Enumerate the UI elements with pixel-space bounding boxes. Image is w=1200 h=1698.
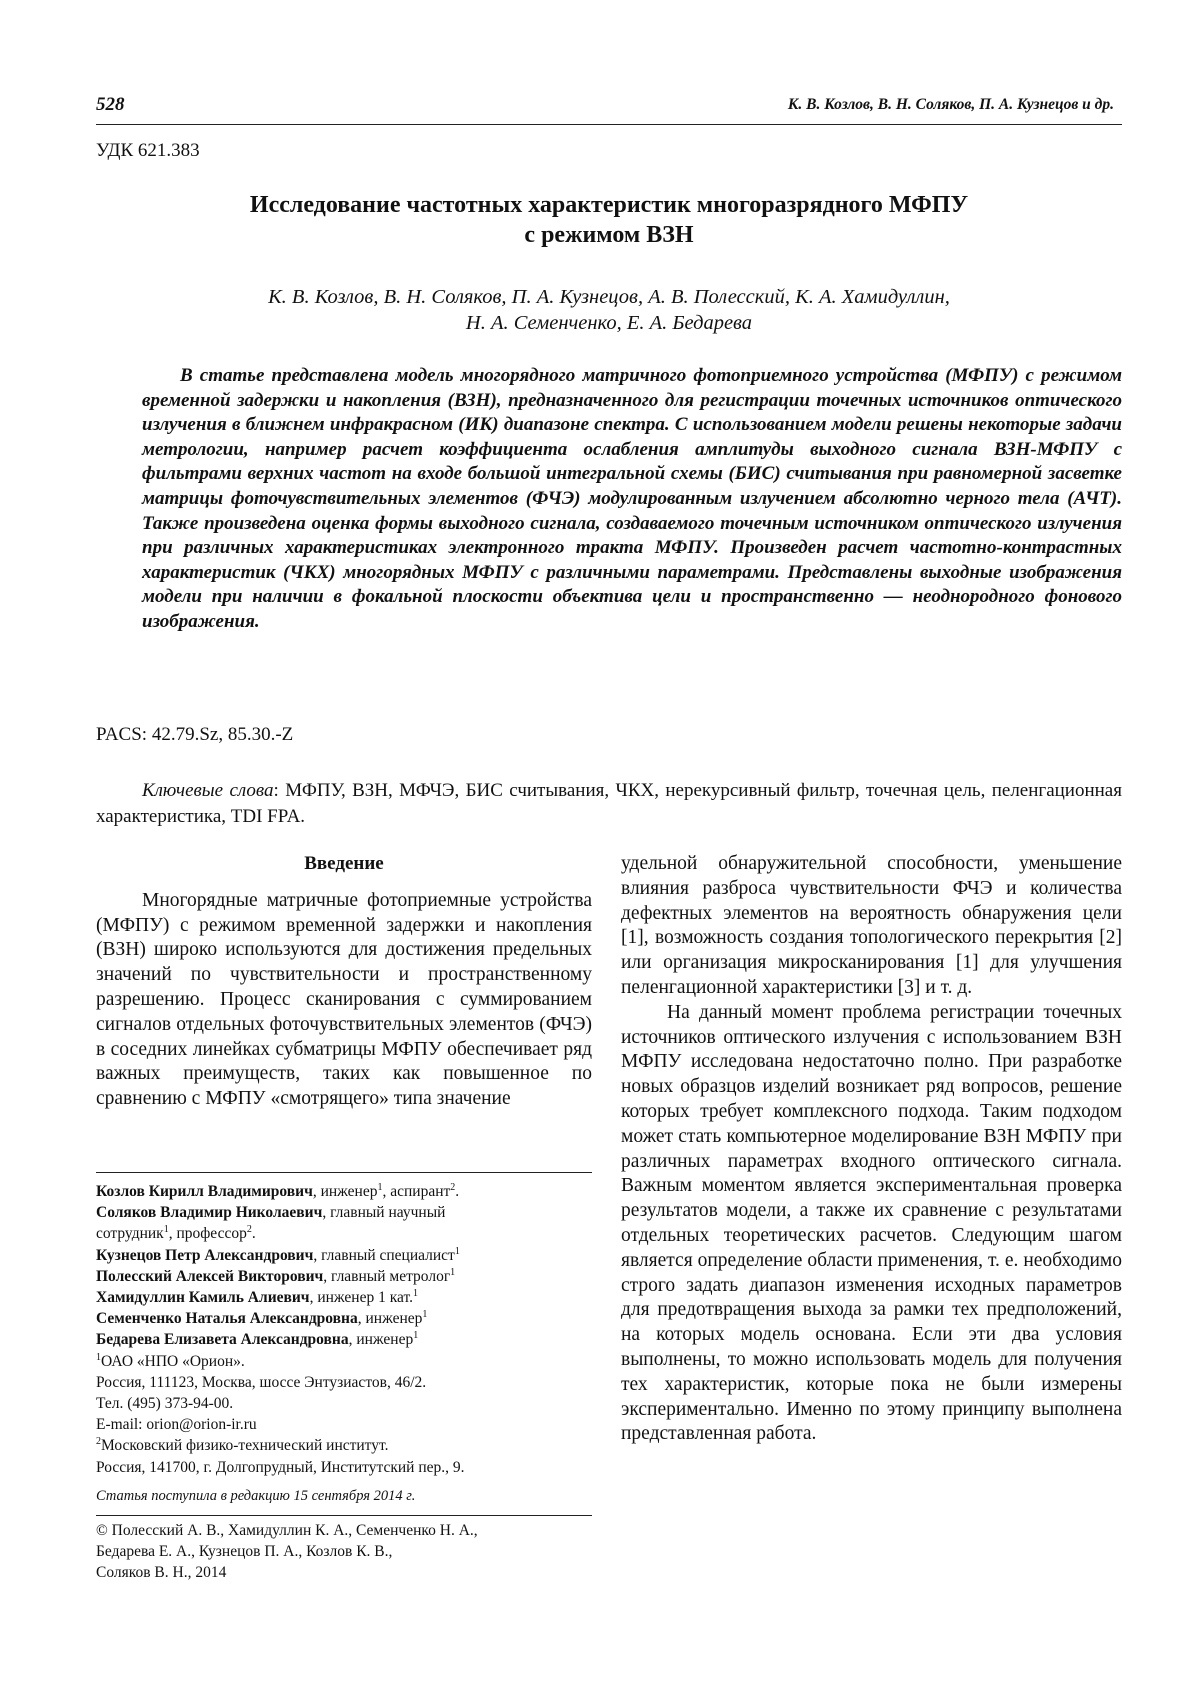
copyright-line-2: Бедарева Е. А., Кузнецов П. А., Козлов К. В., <box>96 1543 393 1561</box>
footnote-email: E-mail: orion@orion-ir.ru <box>96 1416 257 1434</box>
footnote-author-1: Козлов Кирилл Владимирович, инженер$^1$, аспирант$^2$. <box>96 1181 460 1200</box>
title-line-2: с режимом ВЗН <box>524 222 694 248</box>
left-column <box>96 852 592 1112</box>
footnote-author-4: Полесский Алексей Викторович, главный метролог$^1$ <box>96 1266 456 1285</box>
page-header <box>96 94 1122 125</box>
footnote-author-3: Кузнецов Петр Александрович, главный специалист$^1$ <box>96 1245 460 1264</box>
abstract: В статье представлена модель многорядного матричного фотоприемного устройства (МФПУ) с режимом временной задержки и накопления (ВЗН), предназначенного для регистрации точечных источников оптического излучения в ближнем инфракрасном (ИК) диапазоне спектра. С использованием модели решены некоторые задачи метрологии, например расчет коэффициента ослабления амплитуды выходного сигнала ВЗН-МФПУ с фильтрами верхних частот на входе большой интегральной схемы (БИС) считывания при равномерной засветке матрицы фоточувствительных элементов (ФЧЭ) модулированным излучением абсолютно черного тела (АЧТ). Также произведена оценка формы выходного сигнала, создаваемого точечным источником оптического излучения при различных характеристиках электронного тракта МФПУ. Произведен расчет частотно-контрастных характеристик (ЧКХ) многорядных МФПУ с различными параметрами. Представлены выходные изображения модели при наличии в фокальной плоскости объектива цели и пространственно — неоднородного фонового изображения. <box>142 365 1122 632</box>
copyright-line-1: © Полесский А. В., Хамидуллин К. А., Семенченко Н. А., <box>96 1522 478 1540</box>
udk-code: УДК 621.383 <box>96 140 200 161</box>
authors-line-1: К. В. Козлов, В. Н. Соляков, П. А. Кузнецов, А. В. Полесский, К. А. Хамидуллин, <box>268 286 950 308</box>
intro-paragraph-continued: удельной обнаружительной способности, уменьшение влияния разброса чувствительности ФЧЭ и количества дефектных элементов на вероятность обнаружения цели [1], возможность создания топологического перекрытия [2] или организация микросканирования [1] для улучшения пеленгационной характеристики [3] и т. д. <box>621 853 1122 998</box>
author-footnotes <box>96 1172 592 1584</box>
running-head: К. В. Козлов, В. Н. Соляков, П. А. Кузнецов и др. <box>787 96 1114 113</box>
article-title <box>96 190 1122 250</box>
received-date: Статья поступила в редакцию 15 сентября 2014 г. <box>96 1486 592 1516</box>
author-list <box>96 284 1122 336</box>
footnote-author-5: Хамидуллин Камиль Алиевич, инженер 1 кат.$^1$ <box>96 1287 418 1307</box>
keywords <box>96 778 1122 830</box>
pacs-codes: PACS: 42.79.Sz, 85.30.-Z <box>96 724 294 745</box>
footnote-author-2-cont: сотрудник$^1$, профессор$^2$. <box>96 1224 256 1243</box>
intro-paragraph-1: Многорядные матричные фотоприемные устройства (МФПУ) с режимом временной задержки и накопления (ВЗН) широко используются для достижения предельных значений по чувствительности и пространственному разрешению. Процесс сканирования с суммированием сигналов отдельных фоточувствительных элементов (ФЧЭ) в соседних линейках субматрицы МФПУ обеспечивает ряд важных преимуществ, таких как повышенное по сравнению с МФПУ «смотрящего» типа значение <box>96 889 592 1110</box>
right-column <box>621 852 1122 1447</box>
footnote-author-7: Бедарева Елизавета Александровна, инженер$^1$ <box>96 1330 419 1349</box>
footnote-author-2: Соляков Владимир Николаевич, главный научный <box>96 1204 446 1222</box>
footnote-address-2: Россия, 141700, г. Долгопрудный, Институтский пер., 9. <box>96 1458 465 1476</box>
footnote-address-1: Россия, 111123, Москва, шоссе Энтузиастов, 46/2. <box>96 1373 427 1391</box>
section-heading-introduction: Введение <box>304 853 384 874</box>
page-number: 528 <box>96 94 125 115</box>
intro-paragraph-2: На данный момент проблема регистрации точечных источников оптического излучения с использованием ВЗН МФПУ исследована недостаточно полно. При разработке новых образцов изделий возникает ряд вопросов, решение которых требует комплексного подхода. Таким подходом может стать компьютерное моделирование ВЗН МФПУ при различных параметрах входного оптического сигнала. Важным моментом является экспериментальная проверка результатов модели, а также их сравнение с результатами отдельных теоретических расчетов. Следующим шагом является определение области применения, т. е. необходимо строго задать диапазон изменения исходных параметров для предотвращения выхода за рамки тех предположений, на которых модель основана. Если эти два условия выполнены, то можно использовать модель для получения тех характеристик, которые пока не были измерены экспериментально. Именно по этому принципу выполнена представленная работа. <box>621 1001 1122 1445</box>
copyright-line-3: Соляков В. Н., 2014 <box>96 1564 227 1582</box>
copyright-notice <box>96 1520 592 1584</box>
keywords-label: Ключевые слова <box>142 780 274 801</box>
keywords-text: : МФПУ, ВЗН, МФЧЭ, БИС считывания, ЧКХ, нерекурсивный фильтр, точечная цель, пеленгационная характеристика, TDI FPA. <box>96 780 1122 827</box>
title-line-1: Исследование частотных характеристик многоразрядного МФПУ <box>249 192 969 218</box>
footnote-org-1: $^1$ОАО «НПО «Орион». <box>96 1351 245 1370</box>
authors-line-2: Н. А. Семенченко, Е. А. Бедарева <box>465 312 753 334</box>
footnote-org-2: $^2$Московский физико-технический институт. <box>96 1436 389 1455</box>
footnote-author-6: Семенченко Наталья Александровна, инженер$^1$ <box>96 1309 428 1328</box>
footnote-phone: Тел. (495) 373-94-00. <box>96 1395 234 1413</box>
